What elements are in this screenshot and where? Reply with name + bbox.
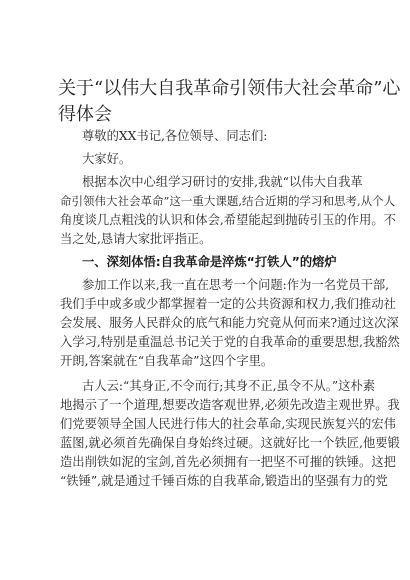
intro-line: 当之处,恳请大家批评指正。 bbox=[60, 232, 212, 246]
greeting: 大家好。 bbox=[82, 152, 132, 166]
paragraph-line: 们党要领导全国人民进行伟大的社会革命,实现民族复兴的宏伟 bbox=[60, 417, 396, 431]
paragraph-line: 古人云:“其身正,不令而行;其身不正,虽令不从。”这朴素 bbox=[82, 379, 376, 393]
salutation: 尊敬的XX书记,各位领导、同志们: bbox=[82, 129, 268, 143]
intro-line: 根据本次中心组学习研讨的安排,我就“以伟大自我革 bbox=[82, 175, 363, 189]
title-line-2: 得体会 bbox=[58, 104, 112, 125]
paragraph-line: 参加工作以来,我一直在思考一个问题:作为一名党员干部, bbox=[82, 278, 390, 292]
document-title bbox=[58, 76, 401, 128]
page-bottom-fade bbox=[0, 568, 410, 580]
section-heading: 一、深刻体悟:自我革命是淬炼“打铁人”的熔炉 bbox=[82, 255, 337, 269]
intro-line: 角度谈几点粗浅的认识和体会,希望能起到抛砖引玉的作用。不 bbox=[60, 213, 396, 227]
paragraph-line: “铁锤”,就是通过千锤百炼的自我革命,锻造出的坚强有力的党 bbox=[60, 474, 388, 488]
paragraph-line: 会发展、服务人民群众的底气和能力究竟从何而来?通过这次深 bbox=[60, 316, 399, 330]
title-line-1: 关于“以伟大自我革命引领伟大社会革命”心 bbox=[58, 78, 401, 99]
paragraph-line: 开朗,答案就在“自我革命”这四个字里。 bbox=[60, 354, 274, 368]
paragraph-line: 我们手中或多或少都掌握着一定的公共资源和权力,我们推动社 bbox=[60, 297, 396, 311]
paragraph-line: 入学习,特别是重温总书记关于党的自我革命的重要思想,我豁然 bbox=[60, 335, 400, 349]
intro-line: 命引领伟大社会革命”这一重大课题,结合近期的学习和思考,从个人 bbox=[60, 194, 396, 208]
paragraph-line: 造出削铁如泥的宝剑,首先必须拥有一把坚不可摧的铁锤。这把 bbox=[60, 455, 396, 469]
paragraph-line: 地揭示了一个道理,想要改造客观世界,必须先改造主观世界。我 bbox=[60, 398, 400, 412]
paragraph-line: 蓝图,就必须首先确保自身始终过硬。这就好比一个铁匠,他要锻 bbox=[60, 436, 400, 450]
